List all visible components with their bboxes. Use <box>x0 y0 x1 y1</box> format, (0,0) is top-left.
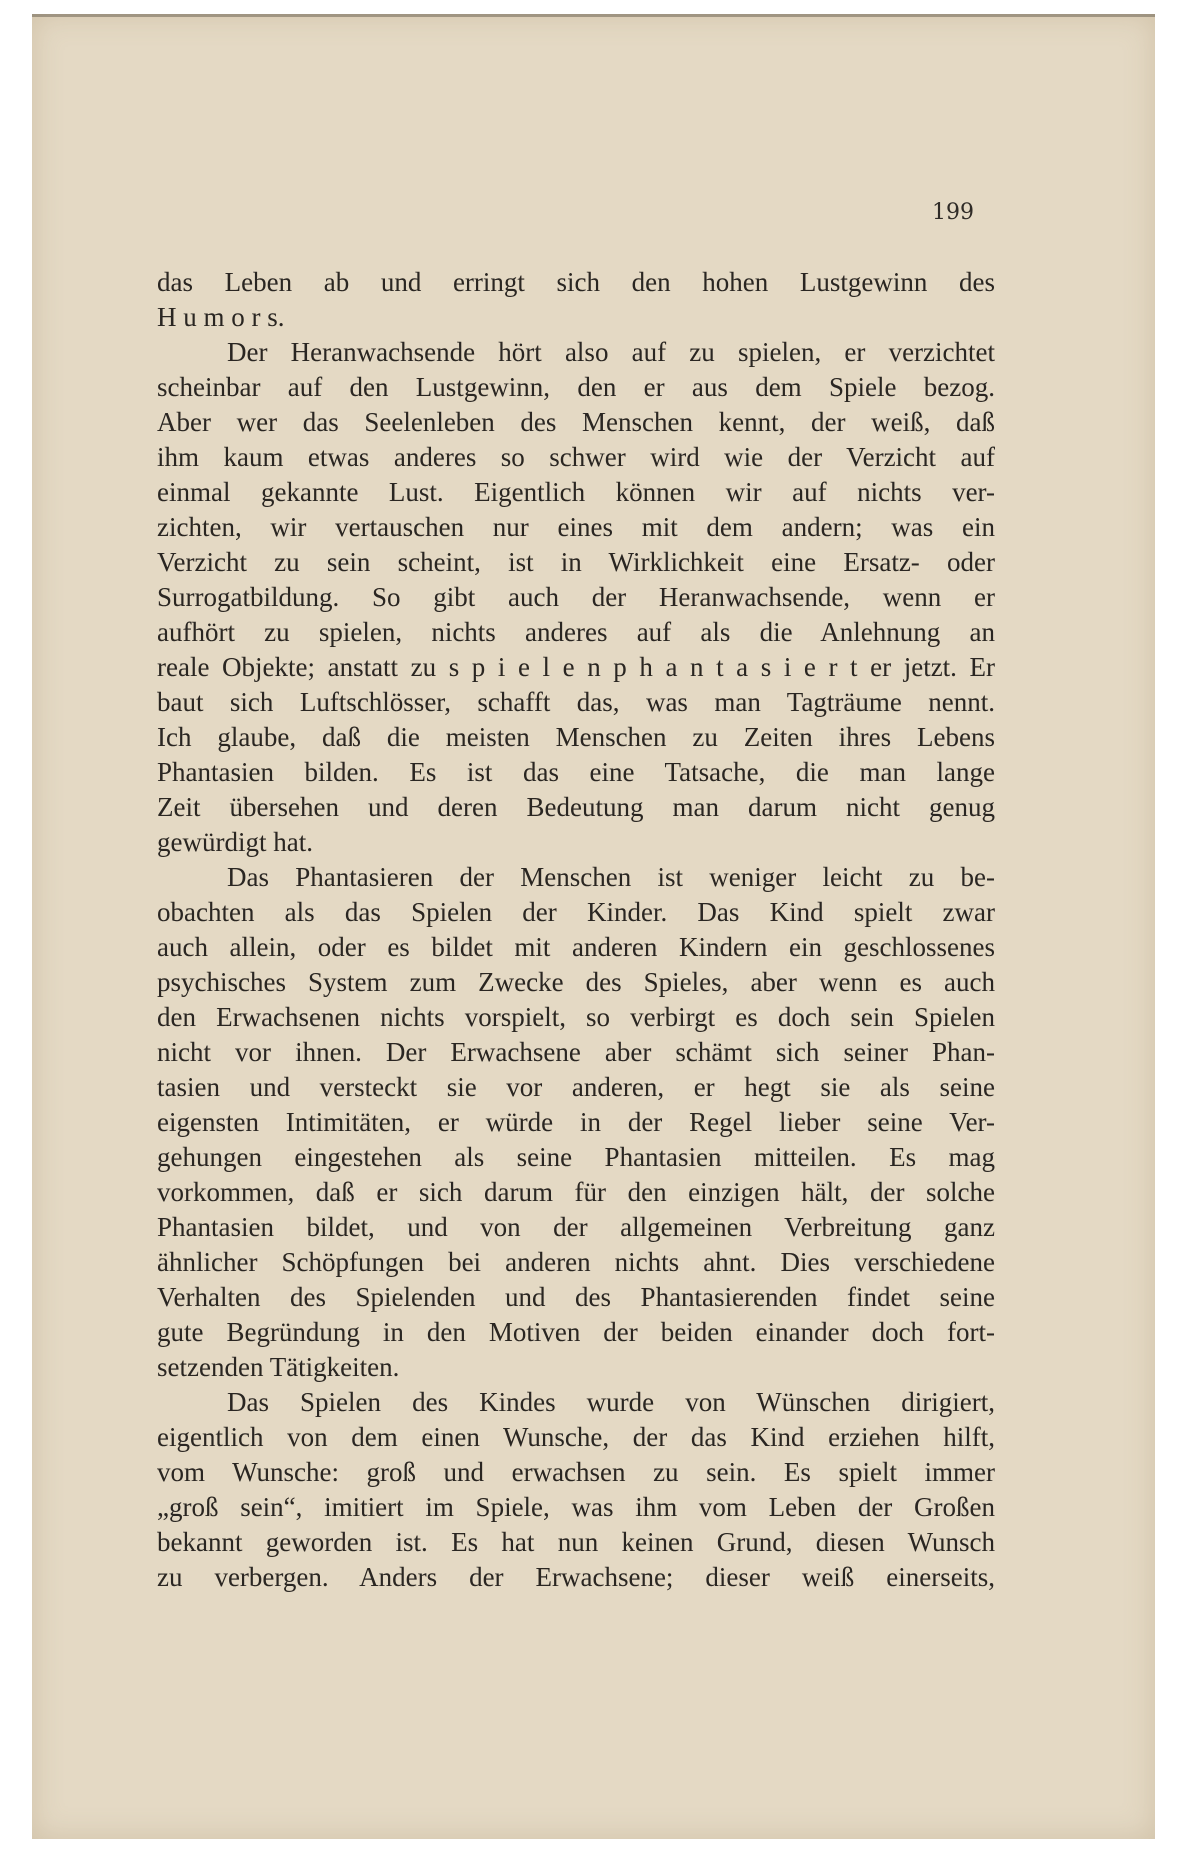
body-text <box>157 265 995 1595</box>
text-line: Phantasien bildet, und von der allgemeinen Verbreitung ganz <box>157 1212 995 1242</box>
page-top-edge <box>32 14 1155 17</box>
text-line: Der Heranwachsende hört also auf zu spielen, er verzichtet <box>227 337 995 367</box>
text-line: Surrogatbildung. So gibt auch der Heranwachsende, wenn er <box>157 582 995 612</box>
text-line: setzenden Tätigkeiten. <box>157 1352 400 1382</box>
text-line: einmal gekannte Lust. Eigentlich können wir auf nichts ver- <box>157 477 995 507</box>
text-line: Phantasien bilden. Es ist das eine Tatsache, die man lange <box>157 757 995 787</box>
text-line: aufhört zu spielen, nichts anderes auf als die Anlehnung an <box>157 617 995 647</box>
text-line: bekannt geworden ist. Es hat nun keinen Grund, diesen Wunsch <box>157 1527 995 1557</box>
text-line: das Leben ab und erringt sich den hohen Lustgewinn des <box>157 267 995 297</box>
text-line: baut sich Luftschlösser, schafft das, was man Tagträume nennt. <box>157 687 995 717</box>
text-line: nicht vor ihnen. Der Erwachsene aber schämt sich seiner Phan- <box>157 1037 995 1067</box>
text-line: gute Begründung in den Motiven der beiden einander doch fort- <box>157 1317 995 1347</box>
text-line: H u m o r s. <box>157 302 285 332</box>
text-line: auch allein, oder es bildet mit anderen Kindern ein geschlossenes <box>157 932 995 962</box>
text-line: Aber wer das Seelenleben des Menschen kennt, der weiß, daß <box>157 407 995 437</box>
text-line: eigensten Intimitäten, er würde in der Regel lieber seine Ver- <box>157 1107 995 1137</box>
text-line: zu verbergen. Anders der Erwachsene; dieser weiß einerseits, <box>157 1562 995 1592</box>
text-line: scheinbar auf den Lustgewinn, den er aus dem Spiele bezog. <box>157 372 995 402</box>
text-line: eigentlich von dem einen Wunsche, der das Kind erziehen hilft, <box>157 1422 995 1452</box>
text-line: ihm kaum etwas anderes so schwer wird wie der Verzicht auf <box>157 442 995 472</box>
text-line: Zeit übersehen und deren Bedeutung man darum nicht genug <box>157 792 995 822</box>
text-line: vom Wunsche: groß und erwachsen zu sein. Es spielt immer <box>157 1457 995 1487</box>
book-page <box>32 14 1155 1839</box>
text-line: ähnlicher Schöpfungen bei anderen nichts ahnt. Dies verschiedene <box>157 1247 995 1277</box>
text-line: obachten als das Spielen der Kinder. Das Kind spielt zwar <box>157 897 995 927</box>
text-line: tasien und versteckt sie vor anderen, er hegt sie als seine <box>157 1072 995 1102</box>
text-line: Das Phantasieren der Menschen ist weniger leicht zu be- <box>227 862 995 892</box>
text-line: gehungen eingestehen als seine Phantasien mitteilen. Es mag <box>157 1142 995 1172</box>
text-line: reale Objekte; anstatt zu s p i e l e n p h a n t a s i e r t er jetzt. Er <box>157 652 995 682</box>
text-line: Das Spielen des Kindes wurde von Wünschen dirigiert, <box>227 1387 995 1417</box>
text-line: Ich glaube, daß die meisten Menschen zu Zeiten ihres Lebens <box>157 722 995 752</box>
text-line: „groß sein“, imitiert im Spiele, was ihm vom Leben der Großen <box>157 1492 995 1522</box>
text-line: psychisches System zum Zwecke des Spieles, aber wenn es auch <box>157 967 995 997</box>
text-line: vorkommen, daß er sich darum für den einzigen hält, der solche <box>157 1177 995 1207</box>
text-line: Verzicht zu sein scheint, ist in Wirklichkeit eine Ersatz- oder <box>157 547 995 577</box>
text-line: zichten, wir vertauschen nur eines mit dem andern; was ein <box>157 512 995 542</box>
page-number: 199 <box>932 200 974 225</box>
text-line: den Erwachsenen nichts vorspielt, so verbirgt es doch sein Spielen <box>157 1002 995 1032</box>
text-line: Verhalten des Spielenden und des Phantasierenden findet seine <box>157 1282 995 1312</box>
text-line: gewürdigt hat. <box>157 827 313 857</box>
